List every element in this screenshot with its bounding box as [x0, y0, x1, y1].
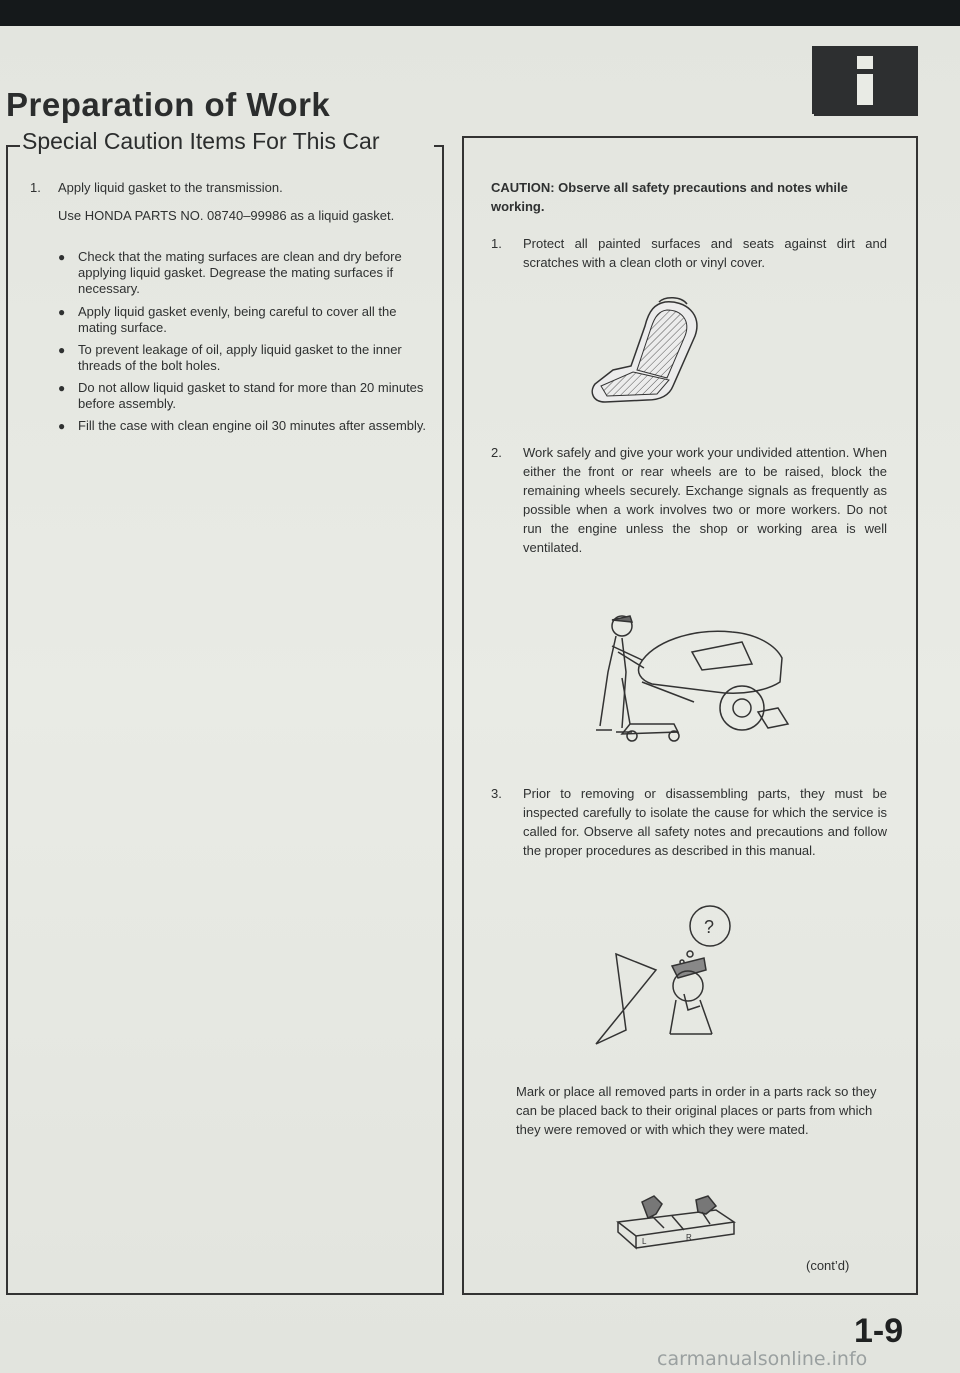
bullet-text: To prevent leakage of oil, apply liquid gasket to the inner threads of the bolt holes. [78, 342, 402, 373]
left-item-1 [30, 178, 422, 197]
thinking-mechanic-icon [586, 898, 746, 1048]
list-item [58, 304, 430, 336]
parts-rack-icon [612, 1192, 738, 1254]
info-icon-stem [857, 74, 873, 105]
rack-left-label: L [642, 1237, 647, 1246]
bullet-icon: ● [58, 419, 66, 433]
gasket-part-number-text: Use HONDA PARTS NO. 08740–99986 as a liquid gasket. [58, 208, 395, 223]
bullet-text: Check that the mating surfaces are clean and dry before applying liquid gasket. Degrease the mating surfaces if necessary. [78, 249, 402, 296]
list-item [58, 418, 430, 434]
list-item [58, 249, 430, 297]
watermark-text: carmanualsonline.info [657, 1348, 868, 1370]
left-frame-tick [6, 145, 20, 147]
list-item [58, 380, 430, 412]
bullet-icon: ● [58, 250, 66, 264]
bullet-text: Fill the case with clean engine oil 30 minutes after assembly. [78, 418, 427, 433]
item-text: Apply liquid gasket to the transmission. [58, 180, 283, 195]
top-dark-band [0, 0, 960, 26]
page-number: 1-9 [854, 1312, 904, 1350]
parts-rack-paragraph: Mark or place all removed parts in order in a parts rack so they can be placed back to their original places or parts from which they were removed or with which they were mated. [516, 1084, 877, 1137]
item-number: 1. [30, 180, 41, 195]
info-icon [812, 46, 918, 114]
page-title: Preparation of Work [6, 86, 331, 123]
caution-item-1 [491, 234, 887, 272]
info-icon-dot [857, 56, 873, 69]
item-text: Work safely and give your work your undivided attention. When either the front or rear wheels are to be raised, block the remaining wheels securely. Exchange signals as frequently as possible when a work involves two or more workers. Do not run the engine unless the shop or working area is well ventilated. [523, 445, 887, 555]
bullet-icon: ● [58, 381, 66, 395]
bullet-icon: ● [58, 305, 66, 319]
item-text: Protect all painted surfaces and seats against dirt and scratches with a clean cloth or vinyl cover. [523, 236, 887, 270]
rack-right-label: R [686, 1233, 692, 1242]
bullet-icon: ● [58, 343, 66, 357]
left-frame-tick [434, 145, 444, 147]
caution-item-2 [491, 443, 887, 557]
list-item [58, 342, 430, 374]
mechanic-jacking-car-icon [582, 612, 798, 744]
left-item-1-subtext [58, 206, 420, 225]
icon-underline [814, 113, 918, 116]
caution-item-3 [491, 784, 887, 860]
item-number: 2. [491, 445, 502, 460]
caution-heading: CAUTION: Observe all safety precautions and notes while working. [491, 180, 848, 214]
seat-cover-icon [585, 296, 705, 414]
bullet-text: Apply liquid gasket evenly, being careful to cover all the mating surface. [78, 304, 397, 335]
bullet-text: Do not allow liquid gasket to stand for more than 20 minutes before assembly. [78, 380, 424, 411]
item-number: 1. [491, 236, 502, 251]
section-title: Special Caution Items For This Car [22, 128, 380, 154]
item-text: Prior to removing or disassembling parts, they must be inspected carefully to isolate the cause for which the service is called for. Observe all safety notes and precautions and follow the proper procedures as described in this manual. [523, 786, 887, 858]
item-number: 3. [491, 786, 502, 801]
continued-label: (cont’d) [806, 1258, 850, 1273]
question-mark-text: ? [704, 917, 715, 937]
